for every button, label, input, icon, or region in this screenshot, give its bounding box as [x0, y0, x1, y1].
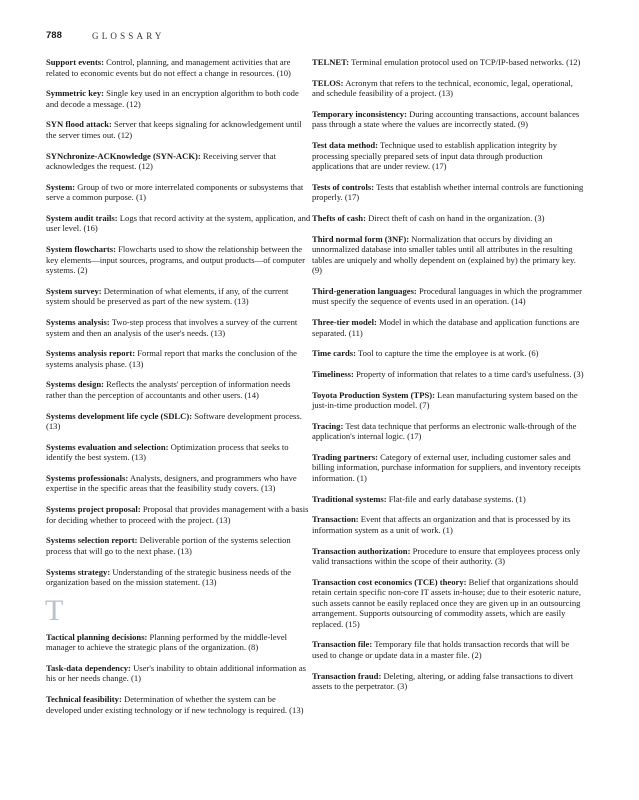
glossary-term: System flowcharts:: [46, 244, 116, 255]
glossary-definition: Determination of what elements, if any, of the current system should be preserved as part of the new system. (13): [46, 285, 289, 307]
glossary-definition: Server that keeps signaling for acknowledgement until the server times out. (12): [46, 119, 302, 140]
glossary-term: Systems strategy:: [46, 566, 111, 577]
page-number: 788: [46, 30, 62, 41]
glossary-definition: Procedure to ensure that employees process only valid transactions within the scope of their authority. (3): [312, 545, 581, 566]
glossary-definition: Group of two or more interrelated components or subsystems that serve a common purpose. (1): [46, 181, 304, 203]
glossary-definition: Tests that establish whether internal controls are functioning properly. (17): [312, 181, 584, 203]
glossary-entry: [46, 442, 311, 463]
glossary-entry: [46, 213, 311, 234]
glossary-term: System:: [46, 181, 76, 192]
left-column: [46, 57, 311, 725]
glossary-definition: Category of external user, including customer sales and billing information, purchase information for suppliers, and inventory receipts information. (1): [312, 451, 581, 483]
glossary-term: Third normal form (3NF):: [312, 233, 410, 244]
glossary-term: Systems analysis report:: [46, 348, 136, 359]
glossary-entry: [46, 632, 311, 653]
glossary-term: System survey:: [46, 285, 102, 296]
glossary-term: Trading partners:: [312, 451, 378, 462]
glossary-definition: Acronym that refers to the technical, economic, legal, operational, and schedule feasibility of a project. (13): [312, 77, 573, 99]
glossary-entry: [46, 348, 311, 369]
glossary-term: Technical feasibility:: [46, 694, 122, 705]
glossary-entry: [312, 182, 584, 203]
glossary-definition: Event that affects an organization and that is processed by its information system as a unit of work. (1): [312, 514, 571, 535]
glossary-entry: [46, 151, 311, 172]
glossary-entry: [312, 452, 584, 484]
glossary-entry: [312, 57, 584, 68]
right-column: [312, 57, 584, 702]
page-header: [46, 30, 606, 46]
glossary-entry: [46, 286, 311, 307]
glossary-definition: Two-step process that involves a survey of the current system and then an analysis of the user's needs. (13): [46, 317, 298, 338]
glossary-entry: [312, 390, 584, 411]
glossary-entry: [312, 317, 584, 338]
glossary-definition: Optimization process that seeks to identify the best system. (13): [46, 441, 289, 463]
glossary-term: TELOS:: [312, 77, 344, 88]
glossary-entry: [312, 514, 584, 535]
glossary-term: Systems selection report:: [46, 535, 138, 546]
glossary-entry: [46, 567, 311, 588]
section-letter: T: [45, 593, 64, 627]
glossary-entry: [312, 234, 584, 276]
glossary-entry: [312, 546, 584, 567]
glossary-definition: Software development process. (13): [46, 410, 302, 432]
glossary-entry: [46, 379, 311, 400]
glossary-definition: Normalization that occurs by dividing an unnormalized database into smaller tables until all attributes in the resulting tables are uniquely and wholly dependent on (explained by) the primary key. (9): [312, 233, 576, 276]
glossary-term: Tracing:: [312, 420, 344, 431]
glossary-definition: Receiving server that acknowledges the request. (12): [46, 150, 276, 172]
glossary-term: System audit trails:: [46, 212, 118, 223]
glossary-term: Transaction file:: [312, 639, 373, 650]
glossary-definition: Proposal that provides management with a basis for deciding whether to proceed with the project. (13): [46, 504, 309, 525]
glossary-term: Transaction:: [312, 514, 359, 525]
glossary-definition: Formal report that marks the conclusion of the systems analysis phase. (13): [46, 348, 297, 369]
glossary-definition: Technique used to establish application integrity by processing specially prepared sets of input data through production applications that are under review. (17): [312, 140, 558, 172]
glossary-definition: During accounting transactions, account balances pass through a state where the values are incorrectly stated. (9): [312, 108, 580, 130]
glossary-term: Systems professionals:: [46, 472, 129, 483]
glossary-term: Timeliness:: [312, 368, 354, 379]
glossary-term: Test data method:: [312, 140, 379, 151]
glossary-definition: Reflects the analysts' perception of information needs rather than the perception of accountants and other users. (14): [46, 379, 291, 400]
glossary-definition: Property of information that relates to a time card's usefulness. (3): [353, 368, 584, 379]
glossary-definition: Logs that record activity at the system, application, and user level. (16): [46, 212, 311, 234]
glossary-term: Systems project proposal:: [46, 504, 141, 515]
glossary-entry: [312, 140, 584, 172]
glossary-entry: [312, 286, 584, 307]
glossary-definition: Tool to capture the time the employee is at work. (6): [356, 348, 539, 359]
glossary-entry: [312, 369, 584, 380]
glossary-definition: User's inability to obtain additional information as his or her needs change. (1): [46, 662, 306, 684]
running-title: GLOSSARY: [92, 31, 165, 41]
glossary-definition: Test data technique that performs an electronic walk-through of the application's internal logic. (17): [312, 420, 577, 442]
glossary-entry: [46, 57, 311, 78]
glossary-entry: [312, 348, 584, 359]
glossary-term: Systems design:: [46, 379, 105, 390]
glossary-definition: Single key used in an encryption algorithm to both code and decode a message. (12): [46, 88, 299, 109]
glossary-definition: Flowcharts used to show the relationship between the key elements—input sources, programs, and output products—of computer systems. (2): [46, 244, 305, 276]
glossary-term: Time cards:: [312, 348, 356, 359]
glossary-entry: [46, 663, 311, 684]
glossary-entry: [312, 78, 584, 99]
glossary-term: Symmetric key:: [46, 88, 104, 99]
glossary-definition: Lean manufacturing system based on the just-in-time production model. (7): [312, 389, 578, 411]
glossary-entry: [46, 244, 311, 276]
glossary-entry: [312, 494, 584, 505]
glossary-term: Three-tier model:: [312, 317, 377, 327]
glossary-entry: [312, 671, 584, 692]
glossary-term: Systems analysis:: [46, 317, 110, 327]
glossary-term: Support events:: [46, 57, 105, 67]
glossary-entry: [46, 182, 311, 203]
glossary-term: Systems development life cycle (SDLC):: [46, 410, 193, 421]
glossary-definition: Analysts, designers, and programmers who have expertise in the specific areas that the feasibility study covers. (13): [46, 472, 297, 494]
glossary-entry: [312, 577, 584, 630]
glossary-term: Tactical planning decisions:: [46, 631, 148, 642]
glossary-definition: Deleting, altering, or adding false transactions to divert assets to the perpetrator. (3): [312, 670, 574, 692]
glossary-term: Third-generation languages:: [312, 285, 417, 296]
glossary-term: Systems evaluation and selection:: [46, 441, 169, 452]
glossary-term: Traditional systems:: [312, 493, 387, 504]
glossary-definition: Direct theft of cash on hand in the organization. (3): [365, 212, 545, 223]
glossary-definition: Terminal emulation protocol used on TCP/IP-based networks. (12): [349, 57, 581, 67]
glossary-term: Thefts of cash:: [312, 212, 366, 223]
glossary-definition: Understanding of the strategic business needs of the organization based on the mission statement. (13): [46, 566, 292, 587]
glossary-term: Toyota Production System (TPS):: [312, 389, 435, 400]
glossary-definition: Procedural languages in which the programmer must specify the sequence of events used in an operation. (14): [312, 285, 582, 307]
glossary-definition: Determination of whether the system can be developed under existing technology or if new technology is required. (13): [46, 694, 304, 715]
glossary-definition: Flat-file and early database systems. (1): [386, 493, 526, 504]
glossary-definition: Planning performed by the middle-level manager to achieve the strategic plans of the organization. (8): [46, 631, 288, 653]
glossary-definition: Temporary file that holds transaction records that will be used to change or update data in a master file. (2): [312, 639, 570, 660]
glossary-entry: [46, 535, 311, 556]
glossary-entry: [46, 317, 311, 338]
glossary-term: Transaction cost economics (TCE) theory:: [312, 576, 467, 587]
glossary-entry: [312, 421, 584, 442]
glossary-entry: [312, 213, 584, 224]
glossary-definition: Model in which the database and application functions are separated. (11): [312, 317, 580, 338]
glossary-term: Tests of controls:: [312, 181, 375, 192]
glossary-term: SYNchronize-ACKnowledge (SYN-ACK):: [46, 150, 201, 161]
glossary-term: Transaction authorization:: [312, 545, 411, 556]
glossary-term: SYN flood attack:: [46, 119, 112, 130]
glossary-definition: Deliverable portion of the systems selection process that will go to the next phase. (13): [46, 535, 291, 556]
glossary-definition: Belief that organizations should retain certain specific non-core IT assets in-house; due to their esoteric nature, such assets cannot be easily replaced once they are given up in an outsourcing arrangement. Supports outsourcing of commodity assets, which are easily replaced. (15): [312, 576, 582, 629]
glossary-term: TELNET:: [312, 57, 350, 67]
glossary-term: Transaction fraud:: [312, 670, 382, 681]
glossary-entry: [46, 504, 311, 525]
glossary-entry: [46, 411, 311, 432]
glossary-entry: [46, 694, 311, 715]
glossary-entry: [46, 473, 311, 494]
glossary-entry: [46, 88, 311, 109]
glossary-entry: [46, 119, 311, 140]
glossary-entry: [312, 639, 584, 660]
glossary-term: Task-data dependency:: [46, 662, 131, 673]
glossary-term: Temporary inconsistency:: [312, 108, 407, 119]
glossary-entry: [312, 109, 584, 130]
glossary-definition: Control, planning, and management activities that are related to economic events but do not effect a change in resources. (10): [46, 57, 291, 78]
